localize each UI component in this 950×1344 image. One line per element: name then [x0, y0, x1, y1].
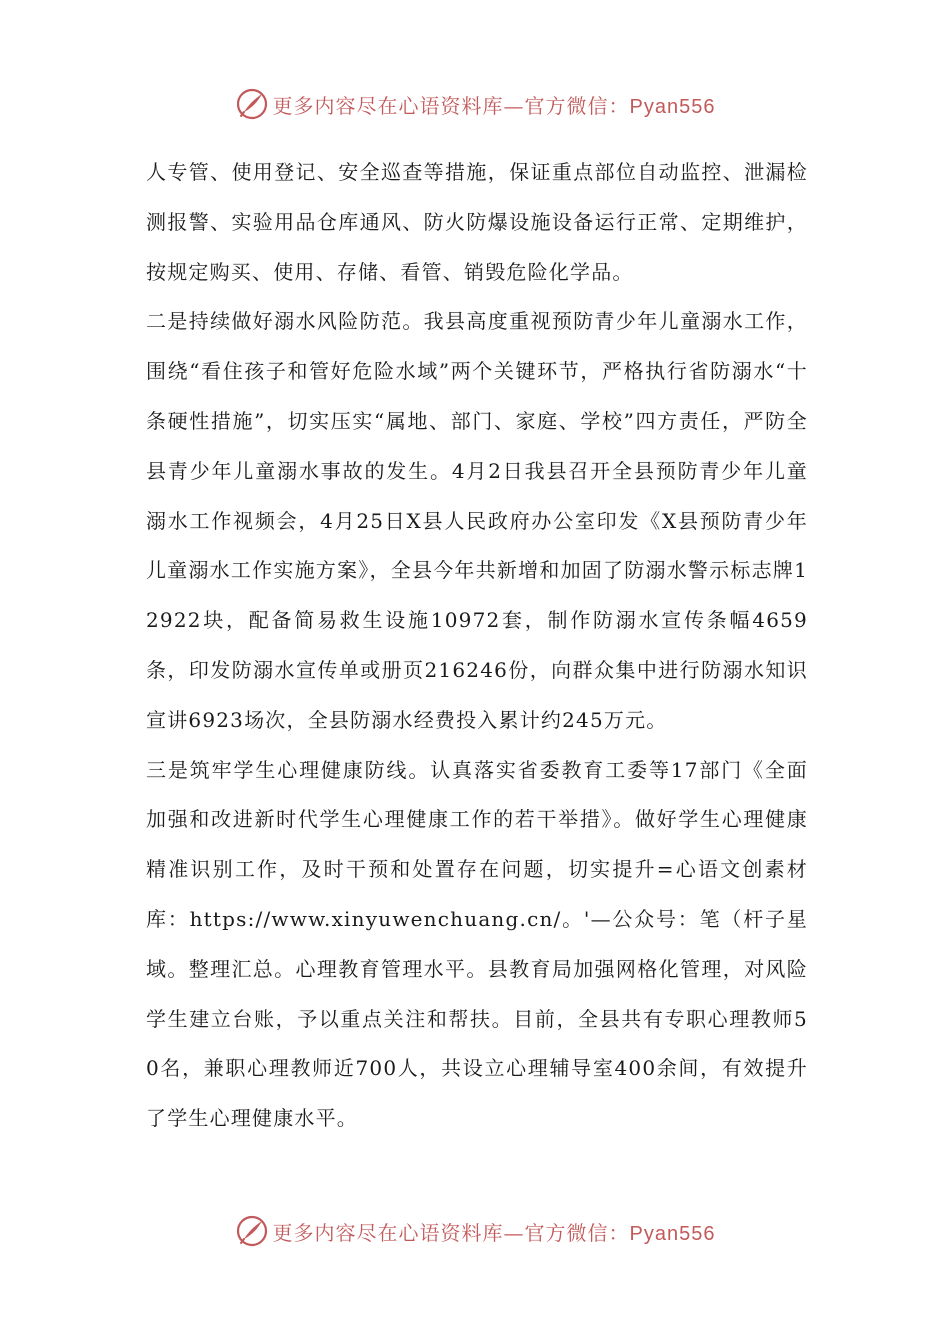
header-watermark-banner: [0, 84, 950, 124]
header-brand-text: 更多内容尽在心语资料库: [272, 93, 504, 118]
footer-brand-text: 更多内容尽在心语资料库: [272, 1220, 504, 1245]
document-body: [146, 148, 808, 1144]
footer-separator: —: [503, 1220, 525, 1245]
body-paragraph-2: 二是持续做好溺水风险防范。我县高度重视预防青少年儿童溺水工作，围绕“看住孩子和管好危险水域”两个关键环节，严格执行省防溺水“十条硬性措施”，切实压实“属地、部门、家庭、学校”四方责任，严防全县青少年儿童溺水事故的发生。4月2日我县召开全县预防青少年儿童溺水工作视频会，4月25日X县人民政府办公室印发《X县预防青少年儿童溺水工作实施方案》，全县今年共新增和加固了防溺水警示标志牌12922块，配备简易救生设施10972套，制作防溺水宣传条幅4659条，印发防溺水宣传单或册页216246份，向群众集中进行防溺水知识宣讲6923场次，全县防溺水经费投入累计约245万元。: [146, 309, 808, 732]
header-wechat-id: Pyan556: [629, 95, 716, 118]
footer-watermark-banner: [0, 1211, 950, 1251]
header-wechat-label: 官方微信：: [524, 93, 630, 118]
footer-wechat-label: 官方微信：: [524, 1220, 630, 1245]
header-separator: —: [503, 93, 525, 118]
quill-logo-icon: [235, 87, 269, 121]
body-paragraph-1: 人专管、使用登记、安全巡查等措施，保证重点部位自动监控、泄漏检测报警、实验用品仓库通风、防火防爆设施设备运行正常、定期维护，按规定购买、使用、存储、看管、销毁危险化学品。: [146, 160, 808, 284]
header-banner-text: [273, 90, 716, 119]
footer-banner-text: [273, 1217, 716, 1246]
quill-logo-icon: [235, 1214, 269, 1248]
body-paragraph-3: 三是筑牢学生心理健康防线。认真落实省委教育工委等17部门《全面加强和改进新时代学生心理健康工作的若干举措》。做好学生心理健康精准识别工作，及时干预和处置存在问题，切实提升=心语文创素材库：https://www.xinyuwenchuang.cn/。'—公众号：笔（杆子星域。整理汇总。心理教育管理水平。县教育局加强网格化管理，对风险学生建立台账，予以重点关注和帮扶。目前，全县共有专职心理教师50名，兼职心理教师近700人，共设立心理辅导室400余间，有效提升了学生心理健康水平。: [146, 757, 808, 1131]
footer-wechat-id: Pyan556: [629, 1222, 716, 1245]
